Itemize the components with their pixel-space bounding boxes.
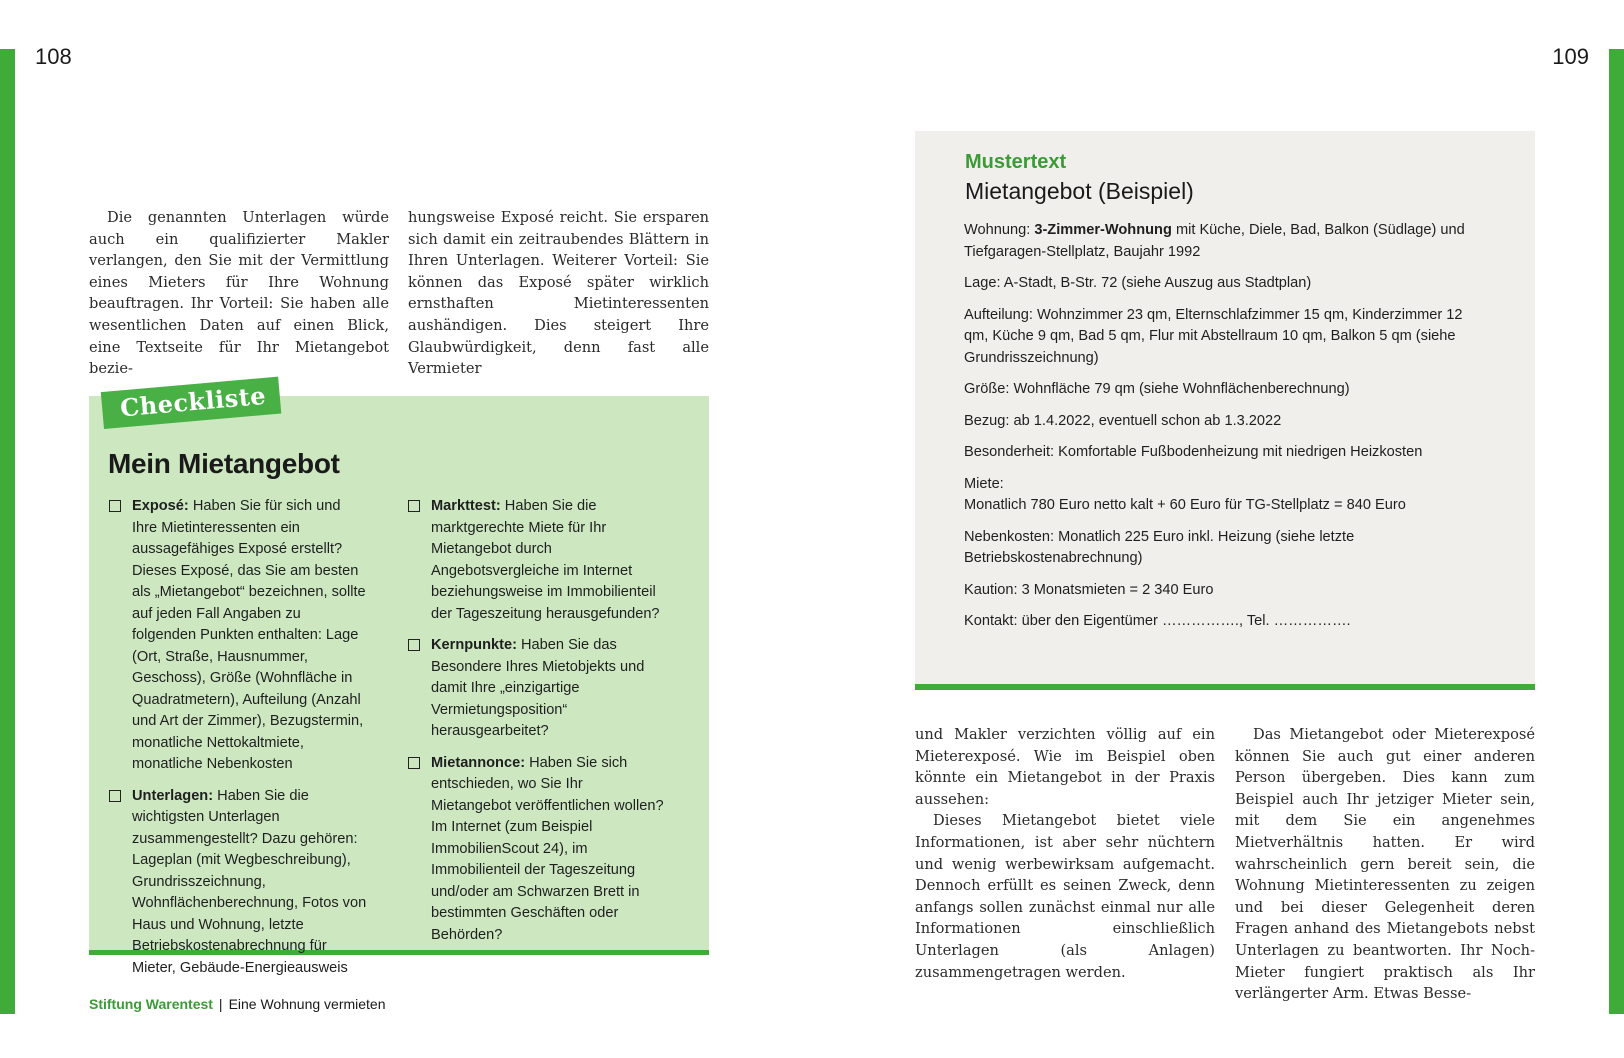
page-number-right: 109 (1552, 44, 1589, 69)
mustertext-title: Mietangebot (Beispiel) (965, 178, 1194, 204)
checkbox-icon[interactable] (408, 757, 420, 769)
miete-label: Miete: (964, 475, 1004, 492)
wohnung-type: 3-Zimmer-Wohnung (1034, 222, 1172, 238)
lower-column-1 (915, 724, 1215, 983)
checklist-item-text: Haben Sie das Besondere Ihres Mietobjekts und damit Ihre „einzigartige Vermietungsposition“ herausgearbeitet? (431, 637, 645, 739)
mustertext-body (964, 220, 1489, 643)
row-lage: Lage: A-Stadt, B-Str. 72 (siehe Auszug aus Stadtplan) (964, 275, 1312, 291)
checklist-item-text: Haben Sie die wichtigsten Unterlagen zusammengestellt? Dazu gehören: Lageplan (mit Wegbeschreibung), Grundrisszeichnung, Wohnflächenberechnung, Fotos von Haus und Wohnung, letzte Betriebskostenabrechnung für Mieter, Gebäude-Energieausweis (132, 787, 367, 976)
checklist-item-markttest (407, 496, 667, 625)
mustertext-kicker: Mustertext (965, 151, 1067, 173)
checklist-item-label: Unterlagen: (132, 787, 214, 804)
page-footer (89, 996, 386, 1012)
checklist-item-text: Haben Sie für sich und Ihre Mietinteressenten ein aussagefähiges Exposé erstellt? Dieses Exposé, das Sie am besten als „Mietangebot“ bezeichnen, sollte auf jeden Fall Angaben zu folgenden Punkten enthalten: Lage (Ort, Straße, Hausnummer, Geschoss), Größe (Wohnfläche in Quadratmetern), Aufteilung (Anzahl und Art der Zimmer), Bezugstermin, monatliche Nettokaltmiete, monatliche Nebenkosten (132, 498, 366, 772)
miete-value: Monatlich 780 Euro netto kalt + 60 Euro für TG-Stellplatz = 840 Euro (964, 497, 1406, 513)
checklist-item-unterlagen (108, 786, 368, 980)
checklist-item-mietannonce (407, 753, 667, 947)
wohnung-prefix: Wohnung: (964, 222, 1035, 238)
intro-paragraph-2: hungsweise Exposé reicht. Sie ersparen sich damit ein zeitraubendes Blättern in Ihren Unterlagen. Weiterer Vorteil: Sie können das Exposé später wirklich ernsthaften Mietinteressenten aushändigen. Dies steigert Ihre Glaubwürdigkeit, denn fast alle Vermieter (408, 209, 709, 378)
row-besonderheit: Besonderheit: Komfortable Fußbodenheizung mit niedrigen Heizkosten (964, 444, 1423, 460)
checklist-item-text: Haben Sie die marktgerechte Miete für Ihr Mietangebot durch Angebotsvergleiche im Internet beziehungsweise im Immobilienteil der Tageszeitung herausgefunden? (431, 498, 660, 622)
row-bezug: Bezug: ab 1.4.2022, eventuell schon ab 1.3.2022 (964, 412, 1282, 429)
row-nebenkosten: Nebenkosten: Monatlich 225 Euro inkl. Heizung (siehe letzte Betriebskostenabrechnung) (964, 528, 1355, 566)
checklist-item-label: Mietannonce: (431, 754, 526, 771)
intro-paragraph-1: Die genannten Unterlagen würde auch ein qualifizierter Makler verlangen, den Sie mit der Vermittlung eines Mieters für Ihre Wohnung beauftragen. Ihr Vorteil: Sie haben alle wesentlichen Daten auf einen Blick, eine Textseite für Ihr Mietangebot bezie- (89, 209, 389, 378)
checklist-title: Mein Mietangebot (108, 448, 340, 479)
mustertext-box (915, 131, 1535, 690)
checklist-item-expose (108, 496, 368, 776)
page-number-left: 108 (35, 44, 72, 69)
lower-paragraph-2: Dieses Mietangebot bietet viele Informationen, ist aber sehr nüchtern und wenig werbewirksam aufgemacht. Dennoch erfüllt es seinen Zweck, denn anfangs sollen zunächst einmal nur alle Informationen einschließlich Unterlagen (als Anlagen) zusammengetragen werden. (915, 812, 1215, 981)
checkbox-icon[interactable] (408, 500, 420, 512)
lower-column-2 (1235, 724, 1535, 1005)
intro-column-1 (89, 207, 389, 380)
row-wohnung (964, 220, 1489, 263)
footer-separator: | (218, 996, 223, 1012)
right-edge-bar (1609, 49, 1624, 1014)
checklist-item-label: Exposé: (132, 498, 189, 514)
checklist-item-text: Haben Sie sich entschieden, wo Sie Ihr Mietangebot veröffentlichen wollen? Im Internet (zum Beispiel ImmobilienScout 24), im Immobilienteil der Tageszeitung und/oder am Schwarzen Brett in bestimmten Geschäften oder Behörden? (431, 754, 664, 943)
checklist-column-right (407, 496, 667, 956)
checklist-item-label: Kernpunkte: (431, 637, 517, 653)
checklist-item-kernpunkte (407, 635, 667, 743)
checkbox-icon[interactable] (109, 500, 121, 512)
row-aufteilung: Aufteilung: Wohnzimmer 23 qm, Elternschlafzimmer 15 qm, Kinderzimmer 12 qm, Küche 9 qm, Bad 5 qm, Flur mit Abstellraum 10 qm, Balkon 5 qm (siehe Grundrisszeichnung) (964, 306, 1463, 366)
checklist-tag: Checkliste (101, 377, 282, 429)
left-edge-bar (0, 49, 15, 1014)
intro-column-2 (408, 207, 709, 380)
lower-paragraph-1: und Makler verzichten völlig auf ein Mieterexposé. Wie im Beispiel oben könnte ein Mietangebot in der Praxis aussehen: (915, 726, 1215, 808)
checklist-column-left (108, 496, 368, 989)
checkbox-icon[interactable] (109, 790, 121, 802)
footer-brand: Stiftung Warentest (89, 996, 213, 1012)
row-groesse: Größe: Wohnfläche 79 qm (siehe Wohnflächenberechnung) (964, 381, 1350, 397)
row-kontakt: Kontakt: über den Eigentümer ……………., Tel. ……………. (964, 613, 1351, 629)
checkbox-icon[interactable] (408, 639, 420, 651)
row-miete (964, 474, 1489, 517)
footer-book-title: Eine Wohnung vermieten (228, 996, 386, 1012)
row-kaution: Kaution: 3 Monatsmieten = 2 340 Euro (964, 581, 1214, 598)
wohnung-details: mit Küche, Diele, Bad, Balkon (Südlage) und Tiefgaragen-Stellplatz, Baujahr 1992 (964, 222, 1465, 260)
lower-paragraph-3: Das Mietangebot oder Mieterexposé können Sie auch gut einer anderen Person übergeben. Dies kann zum Beispiel auch Ihr jetziger Mieter sein, mit dem Sie ein angenehmes Mietverhältnis hatten. Er wird wahrscheinlich gern bereit sein, die Wohnung Mietinteressenten zu zeigen und bei dieser Gelegenheit deren Fragen anhand des Mietangebots nebst Unterlagen zu beantworten. Ihr Noch-Mieter fungiert praktisch als Ihr verlängerter Arm. Etwas Besse- (1235, 726, 1535, 1003)
checklist-item-label: Markttest: (431, 498, 501, 514)
checklist-box (89, 380, 709, 976)
